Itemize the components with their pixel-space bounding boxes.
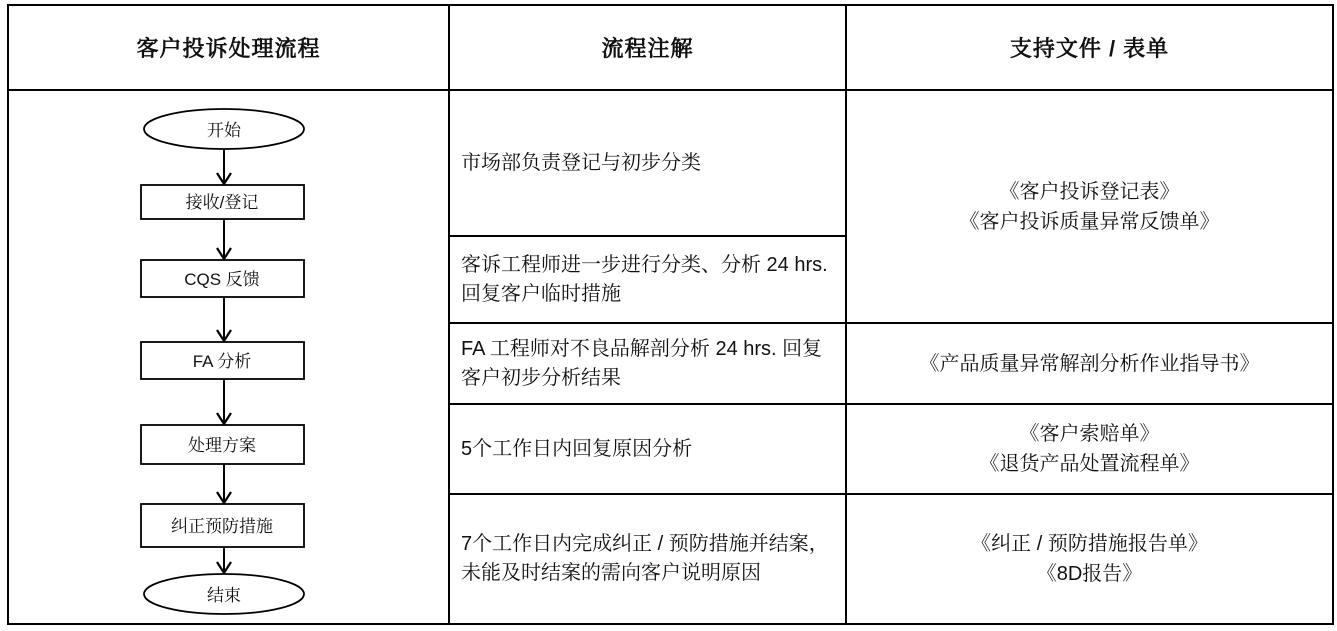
docs-cell-2	[846, 323, 1333, 404]
header-notes: 流程注解	[449, 5, 846, 90]
flowchart-cell	[8, 90, 449, 624]
note-row-5: 7个工作日内完成纠正 / 预防措施并结案，未能及时结案的需向客户说明原因	[449, 494, 846, 624]
flow-node-end-label: 结束	[207, 586, 241, 605]
process-table	[7, 4, 1334, 625]
docs-cell-1	[846, 90, 1333, 323]
flowchart-diagram	[9, 91, 446, 621]
note-row-1: 市场部负责登记与初步分类	[449, 90, 846, 236]
doc-title: 《8D报告》	[1036, 563, 1143, 585]
header-row	[8, 5, 1333, 90]
body-row-1	[8, 90, 1333, 236]
flow-node-fa-analysis-label: FA 分析	[192, 352, 252, 371]
doc-title: 《客户投诉登记表》	[999, 180, 1180, 203]
note-row-3: FA 工程师对不良品解剖分析 24 hrs. 回复客户初步分析结果	[449, 323, 846, 404]
doc-title: 《纠正 / 预防措施报告单》	[971, 533, 1208, 555]
flow-node-receive-register-label: 接收/登记	[185, 193, 259, 212]
header-flowchart: 客户投诉处理流程	[8, 5, 449, 90]
docs-cell-4	[846, 494, 1333, 624]
doc-title: 《客户索赔单》	[1019, 423, 1160, 445]
doc-title: 《退货产品处置流程单》	[979, 453, 1200, 475]
flow-node-cqs-feedback-label: CQS 反馈	[184, 270, 260, 289]
flow-node-handling-plan-label: 处理方案	[188, 436, 256, 455]
header-documents: 支持文件 / 表单	[846, 5, 1333, 90]
doc-title: 《产品质量异常解剖分析作业指导书》	[919, 352, 1260, 375]
note-row-4: 5个工作日内回复原因分析	[449, 404, 846, 494]
flow-node-start-label: 开始	[207, 121, 241, 140]
docs-cell-3	[846, 404, 1333, 494]
flow-node-corrective-preventive-label: 纠正预防措施	[171, 517, 273, 536]
note-row-2: 客诉工程师进一步进行分类、分析 24 hrs. 回复客户临时措施	[449, 236, 846, 323]
doc-title: 《客户投诉质量异常反馈单》	[959, 210, 1220, 233]
